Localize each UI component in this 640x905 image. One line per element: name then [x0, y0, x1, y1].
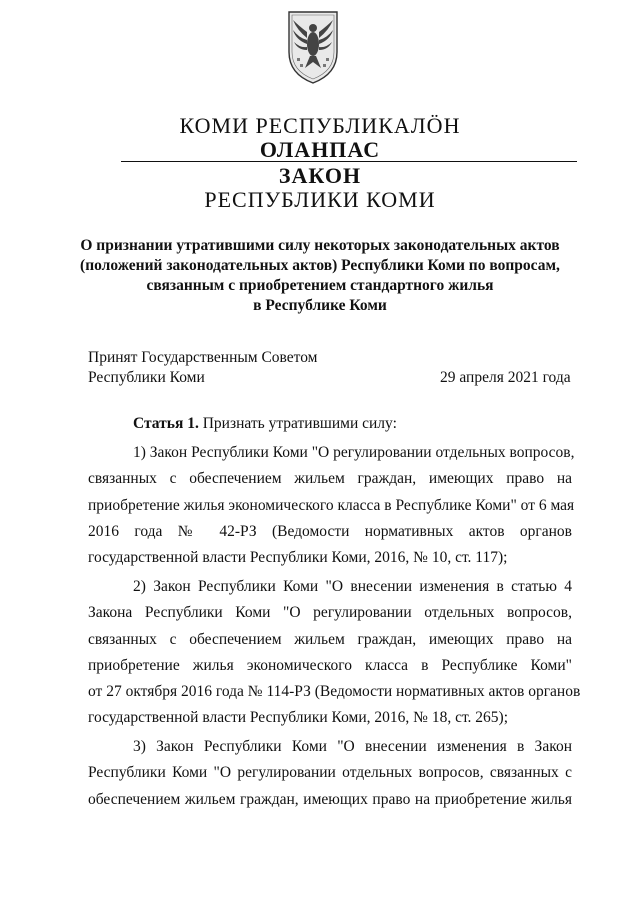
title-line: (положений законодательных актов) Республики Коми по вопросам, [80, 257, 560, 274]
adoption-line: Принят Государственным Советом [88, 349, 318, 366]
item-3-line: обеспечением жильем граждан, имеющих право на приобретение жилья [88, 790, 572, 808]
item-2-line: государственной власти Республики Коми, 2016, № 18, ст. 265); [88, 709, 509, 727]
title-line: связанным с приобретением стандартного жилья [146, 277, 494, 294]
header-divider [121, 161, 577, 162]
header-law: ЗАКОН [278, 163, 362, 188]
header-republic-komi: РЕСПУБЛИКИ КОМИ [204, 187, 436, 212]
article-heading-line [88, 411, 572, 437]
item-3-line: 3) Закон Республики Коми "О внесении изменения в Закон [133, 738, 572, 756]
title-line: в Республике Коми [253, 297, 387, 314]
item-2-line: связанных с обеспечением жильем граждан, имеющих право на [88, 630, 572, 648]
item-1-line: 1) Закон Республики Коми "О регулировании отдельных вопросов, [133, 444, 575, 462]
title-line: О признании утратившими силу некоторых законодательных актов [80, 237, 560, 254]
item-2-line: от 27 октября 2016 года № 114-РЗ (Ведомости нормативных актов органов [88, 682, 581, 700]
item-1-line: приобретение жилья экономического класса в Республике Коми" от 6 мая [88, 496, 575, 514]
coat-of-arms-icon [283, 8, 343, 86]
adoption-line: Республики Коми [88, 369, 205, 386]
header-olanpas: ОЛАНПАС [259, 137, 381, 162]
article-heading: Статья 1. [133, 415, 199, 432]
item-1-line: 2016 года № 42-РЗ (Ведомости нормативных актов органов [88, 522, 572, 540]
adoption-authority [88, 348, 318, 388]
article-intro: Признать утратившими силу: [202, 415, 397, 432]
item-1-line: государственной власти Республики Коми, 2016, № 10, ст. 117); [88, 548, 508, 566]
document-title [70, 236, 570, 316]
header-komi-republic: КОМИ РЕСПУБЛИКАЛӦН [179, 113, 461, 138]
item-3-line: Республики Коми "О регулировании отдельных вопросов, связанных с [88, 764, 572, 782]
item-2-line: 2) Закон Республики Коми "О внесении изменения в статью 4 [133, 578, 572, 596]
item-2-line: приобретение жилья экономического класса в Республике Коми" [88, 656, 572, 674]
item-1-line: связанных с обеспечением жильем граждан, имеющих право на [88, 470, 572, 488]
item-2-line: Закона Республики Коми "О регулировании отдельных вопросов, [88, 604, 572, 622]
article-body [88, 411, 581, 813]
adoption-date: 29 апреля 2021 года [440, 369, 571, 386]
